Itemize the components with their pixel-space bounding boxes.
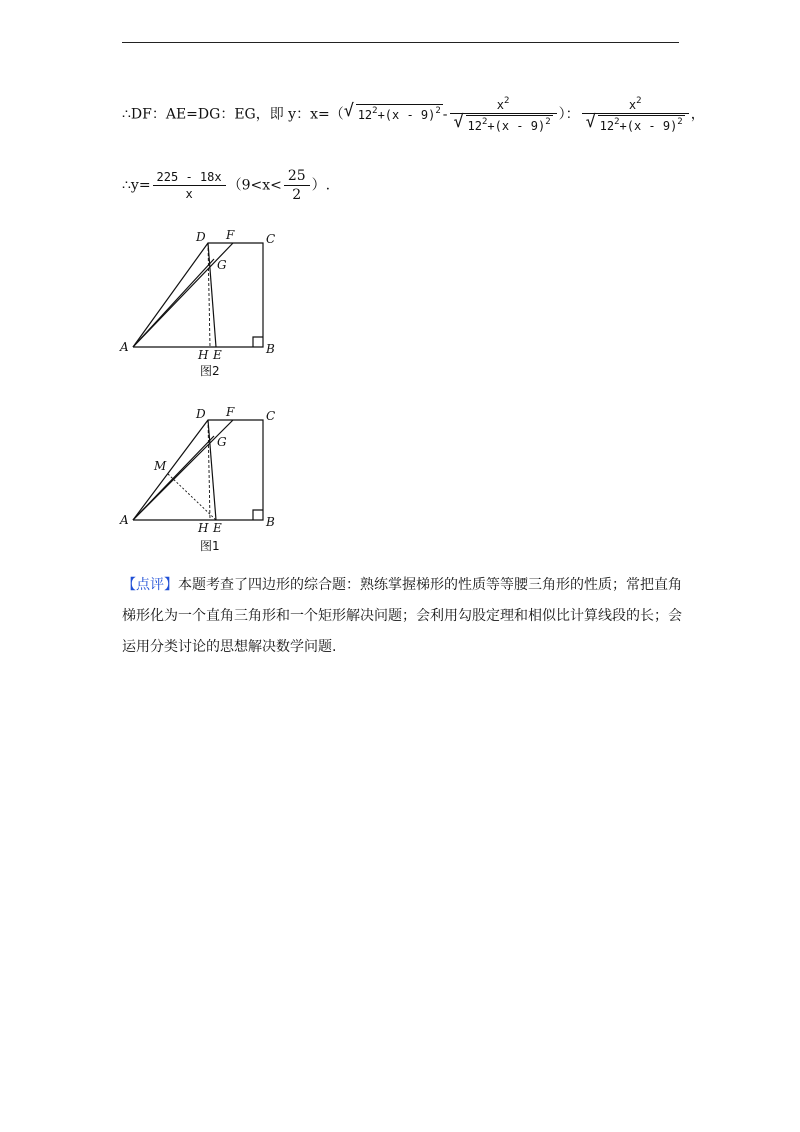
label-B: B bbox=[266, 342, 275, 356]
review-paragraph bbox=[122, 570, 682, 663]
label-M: M bbox=[154, 459, 167, 473]
figure-1 bbox=[118, 400, 303, 560]
eq1-prefix: ∴DF：AE=DG：EG，即 y：x=（ bbox=[122, 106, 344, 123]
label-F: F bbox=[226, 228, 235, 242]
figure-1-caption: 图1 bbox=[200, 539, 220, 553]
label-A: A bbox=[120, 340, 129, 354]
equation-line-1: ∴DF：AE=DG：EG，即 y：x=（ √ $12^2+(x - 9)^2$ - $x^2$ √ $12^2+(x - 9)^2$ ）： $x^2$ √ $12^2+(x - 9)^2$ ， bbox=[122, 96, 705, 133]
fraction-bound: $\frac{25}{2}$ bbox=[284, 168, 310, 203]
label-B: B bbox=[266, 515, 275, 529]
label-F: F bbox=[226, 405, 235, 419]
label-D: D bbox=[196, 407, 206, 421]
sqrt-term-1: √ $12^2+(x - 9)^2$ bbox=[343, 100, 441, 122]
figure-2-caption: 图2 bbox=[200, 364, 220, 378]
equation-line-2: ∴y= $\frac{225 - 18x}{x}$ （9<x< $\frac{25}{2}$ ）. bbox=[122, 168, 331, 203]
label-C: C bbox=[266, 232, 276, 246]
fraction-2: $x^2$ √ $12^2+(x - 9)^2$ bbox=[582, 96, 689, 133]
label-G: G bbox=[217, 258, 227, 272]
fraction-1: $x^2$ √ $12^2+(x - 9)^2$ bbox=[450, 96, 557, 133]
label-E: E bbox=[213, 521, 222, 535]
figure-2 bbox=[118, 225, 303, 385]
label-E: E bbox=[213, 348, 222, 362]
label-C: C bbox=[266, 409, 276, 423]
ratio-colon: ）： bbox=[558, 106, 580, 123]
label-H: H bbox=[198, 348, 209, 362]
condition-prefix: （9<x< bbox=[227, 177, 282, 194]
eq2-prefix: ∴y= bbox=[122, 177, 151, 194]
label-G: G bbox=[217, 435, 227, 449]
review-text: 本题考查了四边形的综合题：熟练掌握梯形的性质等等腰三角形的性质；常把直角梯形化为一个直角三角形和一个矩形解决问题；会利用勾股定理和相似比计算线段的长；会运用分类讨论的思想解决数学问题. bbox=[122, 577, 682, 655]
label-H: H bbox=[198, 521, 209, 535]
header-rule bbox=[122, 42, 679, 43]
review-tag: 【点评】 bbox=[122, 577, 178, 593]
label-A: A bbox=[120, 513, 129, 527]
minus-sign: - bbox=[442, 106, 448, 123]
label-D: D bbox=[196, 230, 206, 244]
fraction-y: $\frac{225 - 18x}{x}$ bbox=[153, 170, 226, 201]
